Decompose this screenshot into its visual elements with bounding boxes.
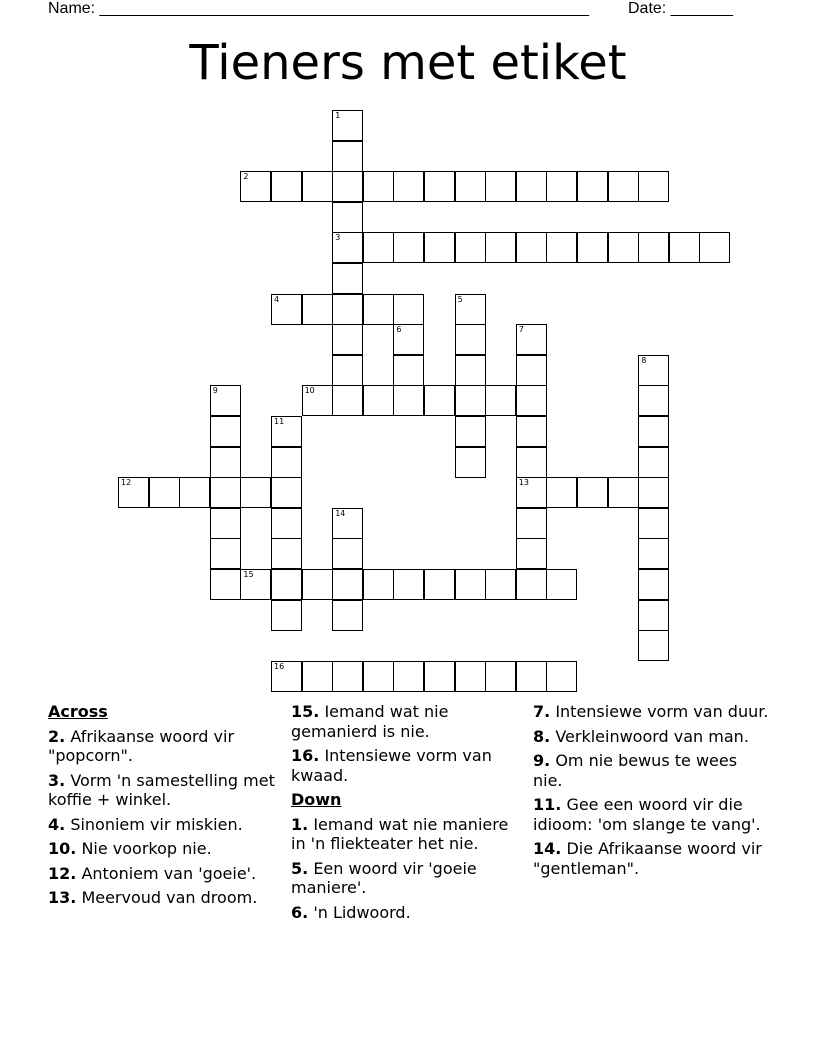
grid-cell[interactable] (393, 324, 424, 355)
clue-column-3 (533, 702, 769, 883)
grid-cell[interactable] (332, 538, 363, 569)
grid-cell[interactable] (455, 569, 486, 600)
grid-cell[interactable] (302, 569, 333, 600)
grid-cell[interactable] (332, 385, 363, 416)
clue-number-label: 8 (641, 355, 647, 365)
grid-cell[interactable] (455, 416, 486, 447)
clue-number: 5. (291, 858, 309, 878)
grid-cell[interactable] (608, 477, 639, 508)
grid-cell[interactable] (516, 661, 547, 692)
grid-cell[interactable] (271, 171, 302, 202)
clue-text: Nie voorkop nie. (81, 839, 212, 858)
grid-cell[interactable] (332, 508, 363, 539)
grid-cell[interactable] (332, 232, 363, 263)
grid-cell[interactable] (638, 232, 669, 263)
clue-number: 2. (48, 726, 66, 746)
clue-number: 3. (48, 770, 66, 790)
grid-cell[interactable] (516, 171, 547, 202)
grid-cell[interactable] (332, 171, 363, 202)
grid-cell[interactable] (118, 477, 149, 508)
grid-cell[interactable] (638, 538, 669, 569)
clue-down-8 (533, 727, 769, 747)
clue-number-label: 10 (304, 386, 315, 396)
grid-cell[interactable] (577, 477, 608, 508)
clue-across-12 (48, 864, 284, 884)
grid-cell[interactable] (546, 477, 577, 508)
clue-number-label: 9 (212, 386, 218, 396)
clue-number: 9. (533, 751, 551, 770)
clue-number-label: 7 (518, 325, 524, 335)
grid-cell[interactable] (393, 661, 424, 692)
grid-cell[interactable] (271, 294, 302, 325)
grid-cell[interactable] (516, 232, 547, 263)
clue-down-1 (291, 815, 527, 854)
grid-cell[interactable] (608, 171, 639, 202)
grid-cell[interactable] (455, 324, 486, 355)
clue-text: 'n Lidwoord. (313, 902, 411, 922)
grid-cell[interactable] (332, 110, 363, 141)
clue-down-11 (533, 795, 769, 834)
grid-cell[interactable] (424, 385, 455, 416)
clue-number: 11. (533, 795, 562, 814)
grid-cell[interactable] (271, 508, 302, 539)
grid-cell[interactable] (638, 355, 669, 386)
grid-cell[interactable] (424, 661, 455, 692)
grid-cell[interactable] (393, 171, 424, 202)
clue-number-label: 14 (335, 508, 346, 518)
grid-cell[interactable] (577, 232, 608, 263)
clue-number: 12. (48, 863, 77, 883)
grid-cell[interactable] (516, 477, 547, 508)
grid-cell[interactable] (332, 661, 363, 692)
clue-text: Meervoud van droom. (81, 888, 258, 907)
clue-text: Een woord vir 'goeie maniere'. (291, 858, 477, 897)
grid-cell[interactable] (210, 477, 241, 508)
clue-text: Intensiewe vorm van duur. (555, 702, 769, 721)
clue-number-label: 13 (518, 478, 529, 488)
grid-cell[interactable] (455, 232, 486, 263)
clue-across-13 (48, 888, 284, 908)
grid-cell[interactable] (240, 477, 271, 508)
clue-number: 14. (533, 839, 562, 858)
grid-cell[interactable] (332, 141, 363, 172)
grid-cell[interactable] (332, 355, 363, 386)
name-field-line: Name: _______________________________________________________ (48, 0, 589, 17)
clue-number-label: 4 (274, 294, 280, 304)
grid-cell[interactable] (210, 385, 241, 416)
clue-text: Antoniem van 'goeie'. (81, 863, 257, 883)
grid-cell[interactable] (332, 294, 363, 325)
grid-cell[interactable] (546, 569, 577, 600)
grid-cell[interactable] (271, 661, 302, 692)
grid-cell[interactable] (149, 477, 180, 508)
grid-cell[interactable] (271, 447, 302, 478)
clue-down-9 (533, 751, 769, 790)
grid-cell[interactable] (271, 538, 302, 569)
grid-cell[interactable] (516, 385, 547, 416)
clue-text: Intensiewe vorm van kwaad. (291, 746, 492, 785)
clue-text: Iemand wat nie maniere in 'n fliekteater het nie. (291, 814, 509, 853)
grid-cell[interactable] (638, 171, 669, 202)
clue-down-5 (291, 859, 527, 898)
clue-down-6 (291, 903, 527, 923)
grid-cell[interactable] (302, 294, 333, 325)
grid-cell[interactable] (638, 600, 669, 631)
grid-cell[interactable] (669, 232, 700, 263)
clue-across-2 (48, 727, 284, 766)
grid-cell[interactable] (485, 232, 516, 263)
clue-number: 13. (48, 888, 77, 907)
grid-cell[interactable] (638, 447, 669, 478)
grid-cell[interactable] (424, 171, 455, 202)
grid-cell[interactable] (332, 569, 363, 600)
clue-text: Die Afrikaanse woord vir "gentleman". (533, 839, 762, 878)
grid-cell[interactable] (455, 661, 486, 692)
grid-cell[interactable] (485, 661, 516, 692)
clue-text: Afrikaanse woord vir "popcorn". (48, 726, 235, 765)
grid-cell[interactable] (546, 661, 577, 692)
clue-down-14 (533, 839, 769, 878)
clue-number-label: 11 (274, 417, 285, 426)
grid-cell[interactable] (455, 447, 486, 478)
clue-number: 15. (291, 702, 320, 721)
grid-cell[interactable] (699, 232, 730, 263)
clue-number-label: 5 (457, 294, 463, 304)
clue-across-16 (291, 746, 527, 785)
grid-cell[interactable] (332, 600, 363, 631)
grid-cell[interactable] (393, 294, 424, 325)
grid-cell[interactable] (240, 569, 271, 600)
grid-cell[interactable] (485, 569, 516, 600)
grid-cell[interactable] (577, 171, 608, 202)
grid-cell[interactable] (210, 416, 241, 447)
date-field-line: Date: _______ (628, 0, 733, 17)
grid-cell[interactable] (363, 171, 394, 202)
clue-number-label: 6 (396, 325, 402, 335)
clue-number: 16. (291, 746, 320, 765)
clue-number: 1. (291, 814, 309, 834)
grid-cell[interactable] (455, 385, 486, 416)
grid-cell[interactable] (546, 232, 577, 263)
clue-number-label: 1 (335, 111, 341, 120)
grid-cell[interactable] (638, 385, 669, 416)
grid-cell[interactable] (393, 355, 424, 386)
clue-text: Gee een woord vir die idioom: 'om slange te vang'. (533, 795, 761, 834)
grid-cell[interactable] (485, 385, 516, 416)
grid-cell[interactable] (210, 508, 241, 539)
grid-cell[interactable] (455, 355, 486, 386)
grid-cell[interactable] (638, 477, 669, 508)
clue-text: Vorm 'n samestelling met koffie + winkel. (48, 770, 275, 809)
clue-down-7 (533, 702, 769, 722)
grid-cell[interactable] (424, 232, 455, 263)
clue-across-15 (291, 702, 527, 741)
page-title: Tieners met etiket (189, 35, 627, 91)
clue-across-3 (48, 771, 284, 810)
clue-text: Verkleinwoord van man. (555, 726, 749, 746)
grid-cell[interactable] (393, 385, 424, 416)
clue-number: 10. (48, 839, 77, 858)
grid-cell[interactable] (516, 569, 547, 600)
grid-cell[interactable] (638, 508, 669, 539)
grid-cell[interactable] (332, 324, 363, 355)
across-heading: Across (48, 702, 108, 721)
grid-cell[interactable] (332, 202, 363, 233)
grid-cell[interactable] (516, 538, 547, 569)
grid-cell[interactable] (516, 324, 547, 355)
clue-number: 6. (291, 902, 309, 922)
clue-number: 8. (533, 726, 551, 746)
clue-number-label: 16 (274, 661, 285, 671)
grid-cell[interactable] (240, 171, 271, 202)
grid-cell[interactable] (302, 661, 333, 692)
clue-number-label: 15 (243, 570, 254, 579)
grid-cell[interactable] (210, 569, 241, 600)
grid-cell[interactable] (516, 447, 547, 478)
grid-cell[interactable] (638, 569, 669, 600)
clue-number-label: 12 (121, 478, 132, 488)
clue-number-label: 3 (335, 233, 341, 243)
grid-cell[interactable] (393, 232, 424, 263)
grid-cell[interactable] (363, 294, 394, 325)
grid-cell[interactable] (455, 171, 486, 202)
clue-number: 4. (48, 814, 66, 834)
grid-cell[interactable] (546, 171, 577, 202)
grid-cell[interactable] (363, 569, 394, 600)
grid-cell[interactable] (271, 416, 302, 447)
grid-cell[interactable] (363, 661, 394, 692)
grid-cell[interactable] (638, 416, 669, 447)
grid-cell[interactable] (608, 232, 639, 263)
grid-cell[interactable] (210, 538, 241, 569)
clue-number: 7. (533, 702, 551, 721)
grid-cell[interactable] (302, 385, 333, 416)
grid-cell[interactable] (424, 569, 455, 600)
grid-cell[interactable] (179, 477, 210, 508)
grid-cell[interactable] (638, 630, 669, 661)
clue-text: Om nie bewus te wees nie. (533, 751, 738, 790)
grid-cell[interactable] (271, 569, 302, 600)
grid-cell[interactable] (210, 447, 241, 478)
clue-text: Iemand wat nie gemanierd is nie. (291, 702, 449, 741)
clue-text: Sinoniem vir miskien. (70, 814, 243, 834)
clue-number-label: 2 (243, 172, 249, 182)
clue-column-1 (48, 702, 284, 913)
grid-cell[interactable] (516, 416, 547, 447)
grid-cell[interactable] (516, 355, 547, 386)
grid-cell[interactable] (302, 171, 333, 202)
grid-cell[interactable] (363, 385, 394, 416)
down-heading: Down (291, 790, 342, 809)
clue-column-2 (291, 702, 527, 927)
grid-cell[interactable] (363, 232, 394, 263)
grid-cell[interactable] (332, 263, 363, 294)
clue-across-4 (48, 815, 284, 835)
grid-cell[interactable] (516, 508, 547, 539)
grid-cell[interactable] (393, 569, 424, 600)
grid-cell[interactable] (271, 600, 302, 631)
grid-cell[interactable] (455, 294, 486, 325)
grid-cell[interactable] (271, 477, 302, 508)
clue-across-10 (48, 839, 284, 859)
grid-cell[interactable] (485, 171, 516, 202)
